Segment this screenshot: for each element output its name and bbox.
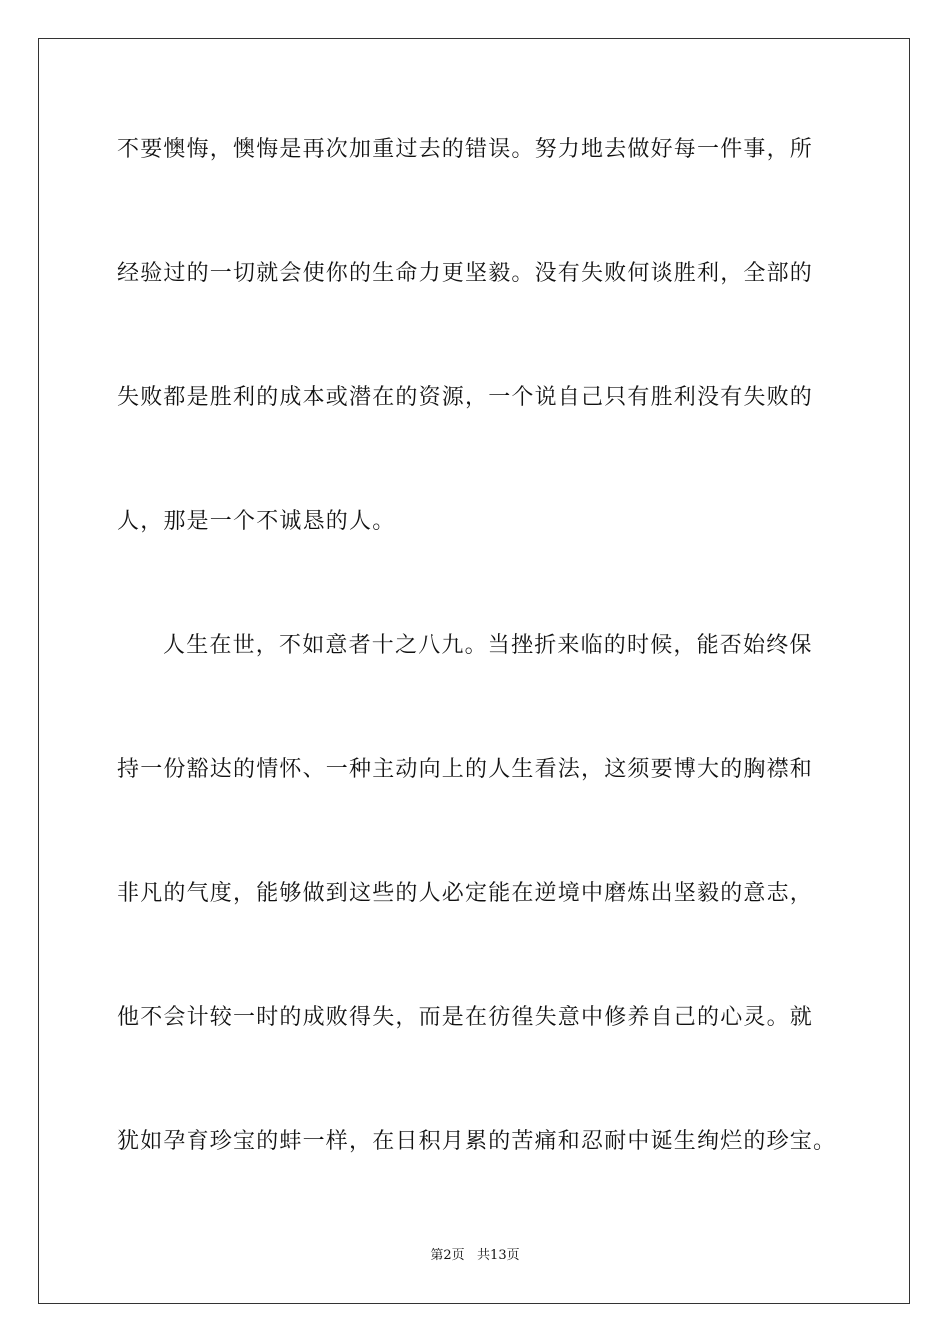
text-line: 犹如孕育珍宝的蚌一样，在日积月累的苦痛和忍耐中诞生绚烂的珍宝。 [117, 1129, 837, 1154]
text-line: 他不会计较一时的成败得失，而是在彷徨失意中修养自己的心灵。就 [117, 1005, 814, 1030]
page-number-footer: 第2页 共13页 [430, 1248, 520, 1263]
text-line: 失败都是胜利的成本或潜在的资源，一个说自己只有胜利没有失败的 [117, 385, 814, 410]
page-border [38, 38, 910, 1304]
text-line: 人生在世，不如意者十之八九。当挫折来临的时候，能否始终保 [163, 633, 813, 658]
text-line: 不要懊悔，懊悔是再次加重过去的错误。努力地去做好每一件事，所 [117, 137, 814, 162]
text-line: 非凡的气度，能够做到这些的人必定能在逆境中磨炼出坚毅的意志， [117, 881, 814, 906]
text-line: 经验过的一切就会使你的生命力更坚毅。没有失败何谈胜利，全部的 [117, 261, 814, 286]
text-line: 人，那是一个不诚恳的人。 [117, 509, 396, 534]
text-line: 持一份豁达的情怀、一种主动向上的人生看法，这须要博大的胸襟和 [117, 757, 814, 782]
